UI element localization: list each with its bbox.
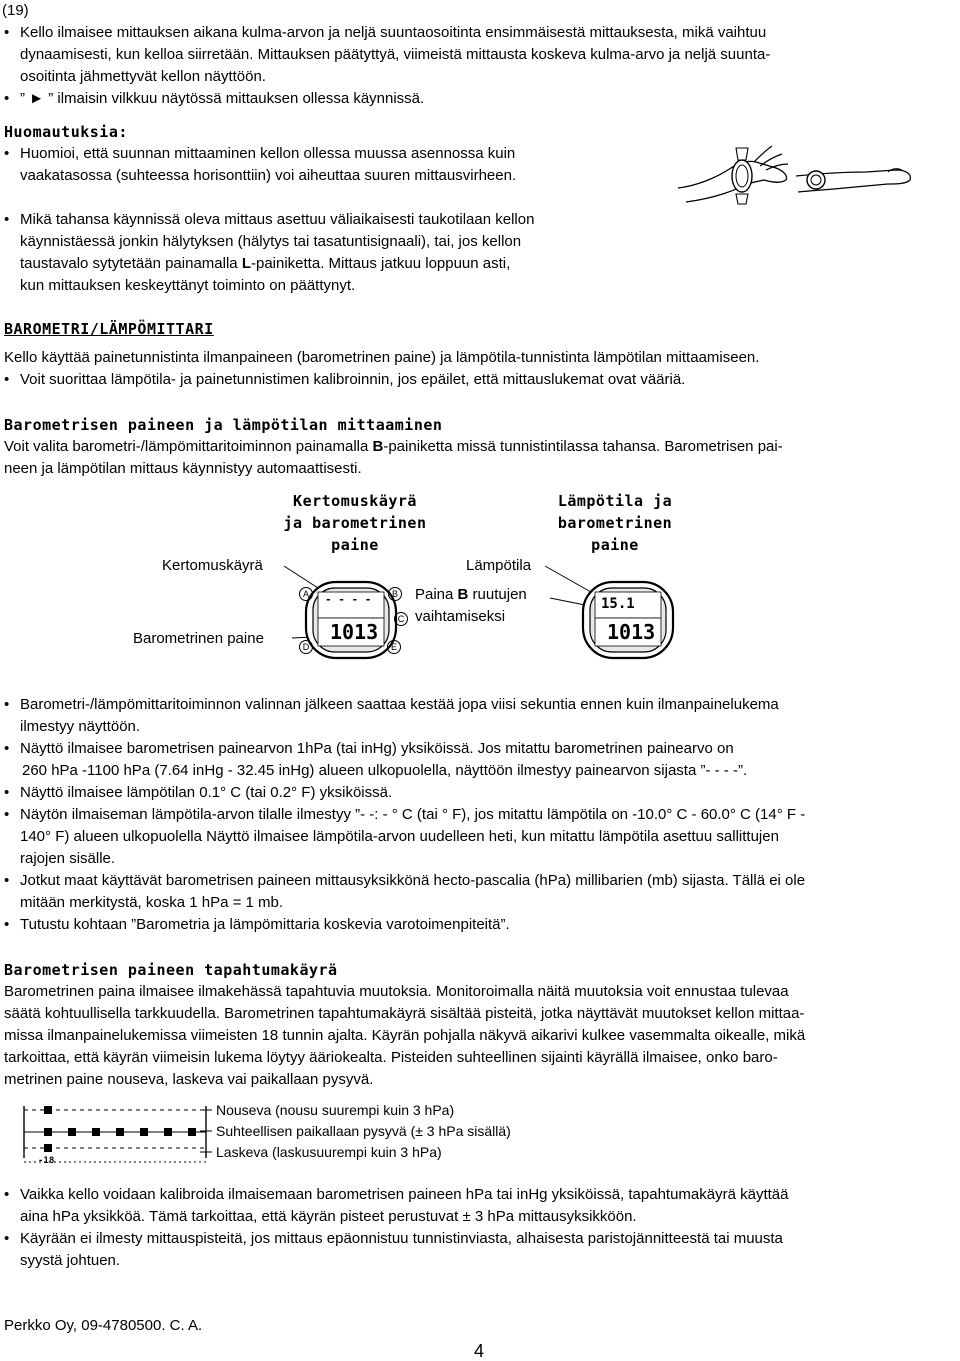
graph-bullet-line: Käyrään ei ilmesty mittauspisteitä, jos mittaus epäonnistuu tunnistinviasta, alhaisesta paristojännitteestä tai muusta bbox=[20, 1230, 783, 1247]
graph-paragraph-line: metrinen paine nouseva, laskeva vai paikallaan pysyvä. bbox=[4, 1071, 374, 1088]
info-line: ilmestyy näyttöön. bbox=[20, 718, 141, 735]
figure-title-line: paine bbox=[591, 536, 639, 554]
measurement-line: neen ja lämpötilan mittaus käynnistyy automaattisesti. bbox=[4, 460, 362, 477]
label-graph: Kertomuskäyrä bbox=[162, 557, 263, 574]
note-line: vaakatasossa (suhteessa horisonttiin) voi aiheuttaa suuren mittausvirheen. bbox=[20, 167, 517, 184]
play-indicator-icon: ► bbox=[29, 90, 45, 107]
measurement-text: -painiketta missä tunnistintilassa tahansa. Barometrisen pai- bbox=[383, 438, 783, 455]
legend-stable: Suhteellisen paikallaan pysyvä (± 3 hPa sisällä) bbox=[216, 1123, 511, 1139]
lcd-right-temperature: 15.1 bbox=[601, 596, 635, 612]
label-temperature: Lämpötila bbox=[466, 557, 532, 574]
intro-line: Kello ilmaisee mittauksen aikana kulma-arvon ja neljä suuntaosoitinta ensimmäisestä mittauksesta, mikä vaihtuu bbox=[20, 24, 767, 41]
note-text: taustavalo sytytetään painamalla bbox=[20, 255, 242, 272]
figure-title-line: paine bbox=[331, 536, 379, 554]
graph-bullet-line: syystä johtuen. bbox=[20, 1252, 121, 1269]
info-line: 140° F) alueen ulkopuolella Näyttö ilmaisee lämpötila-arvon uudelleen heti, kun mitattu lämpötila asettuu sallittujen bbox=[20, 828, 779, 845]
info-line: Näyttö ilmaisee barometrisen painearvon 1hPa (tai inHg) yksiköissä. Jos mitattu barometrinen painearvo on bbox=[20, 740, 734, 757]
lcd-left-pressure: 1013 bbox=[330, 620, 379, 644]
button-b-icon: B bbox=[388, 587, 402, 601]
bullet: • bbox=[4, 784, 10, 801]
quote-open: ” bbox=[20, 90, 25, 107]
bullet: • bbox=[4, 211, 10, 228]
legend-rising: Nouseva (nousu suurempi kuin 3 hPa) bbox=[216, 1102, 455, 1118]
button-d-icon: D bbox=[299, 640, 313, 654]
intro-line: osoitinta jähmettyvät kellon näyttöön. bbox=[20, 68, 266, 85]
barometer-heading: BAROMETRI/LÄMPÖMITTARI bbox=[4, 320, 214, 338]
info-line: Jotkut maat käyttävät barometrisen paineen mittausyksikkönä hecto-pascalia (hPa) millibarien (mb) sijasta. Tällä ei ole bbox=[20, 872, 806, 889]
label-pressure: Barometrinen paine bbox=[133, 630, 264, 647]
bullet: • bbox=[4, 145, 10, 162]
graph-paragraph-line: säätä kohtuullisella tarkkuudella. Barometrinen tapahtumakäyrä sisältää pisteitä, jotka näyttävät muutokset kellon mittaa- bbox=[4, 1005, 805, 1022]
intro-line: dynaamisesti, kun kelloa siirretään. Mittauksen päätyttyä, viimeistä mittausta koskeva kulma-arvo ja neljä suunta- bbox=[20, 46, 771, 63]
button-a-icon: A bbox=[299, 587, 313, 601]
button-letter-l: L bbox=[241, 255, 251, 272]
bullet: • bbox=[4, 806, 10, 823]
info-line: 260 hPa -1100 hPa (7.64 inHg - 32.45 inHg) alueen ulkopuolella, näyttöön ilmestyy painearvon sijasta ”- - - -”. bbox=[22, 762, 748, 779]
bullet: • bbox=[4, 371, 10, 388]
bullet: • bbox=[4, 872, 10, 889]
bullet: • bbox=[4, 1230, 10, 1247]
info-line: mitään merkitystä, koska 1 hPa = 1 mb. bbox=[20, 894, 284, 911]
note-text: -painiketta. Mittaus jatkuu loppuun asti, bbox=[250, 255, 511, 272]
graph-bullet-line: Vaikka kello voidaan kalibroida ilmaisemaan barometrisen paineen hPa tai inHg yksiköissä, tapahtumakäyrä käyttää bbox=[20, 1186, 789, 1203]
button-letter-b: B bbox=[372, 438, 384, 455]
legend-falling: Laskeva (laskusuurempi kuin 3 hPa) bbox=[216, 1144, 442, 1160]
bullet: • bbox=[4, 24, 10, 41]
page-marker: (19) bbox=[2, 2, 29, 19]
barometer-paragraph: Kello käyttää painetunnistinta ilmanpaineen (barometrinen paine) ja lämpötila-tunnistinta lämpötilan mittaamiseen. bbox=[4, 349, 760, 366]
label-press-b-2: vaihtamiseksi bbox=[415, 608, 506, 625]
bullet: • bbox=[4, 916, 10, 933]
bullet: • bbox=[4, 696, 10, 713]
figure-title-line: barometrinen bbox=[557, 514, 673, 532]
measurement-text: Voit valita barometri-/lämpömittaritoiminnon painamalla bbox=[4, 438, 373, 455]
info-line: Näyttö ilmaisee lämpötilan 0.1° C (tai 0.2° F) yksiköissä. bbox=[20, 784, 393, 801]
lcd-right-pressure: 1013 bbox=[607, 620, 656, 644]
bullet: • bbox=[4, 740, 10, 757]
graph-paragraph-line: missa ilmanpainelukemissa viimeisten 18 tunnin ajalta. Käyrän pohjalla näkyvä aikarivi kulkee vasemmalta oikealle, mikä bbox=[4, 1027, 806, 1044]
info-line: Barometri-/lämpömittaritoiminnon valinnan jälkeen saattaa kestää jopa viisi sekuntia ennen kuin ilmanpainelukema bbox=[20, 696, 779, 713]
info-line: rajojen sisälle. bbox=[20, 850, 116, 867]
button-letter-b: B bbox=[457, 586, 469, 603]
figure-title-line: Lämpötila ja bbox=[557, 492, 673, 510]
graph-paragraph-line: Barometrinen paina ilmaisee ilmakehässä tapahtuvia muutoksia. Monitoroimalla näitä muutoksia voit ennustaa tulevaa bbox=[4, 983, 789, 1000]
footer-company: Perkko Oy, 09-4780500. C. A. bbox=[4, 1317, 203, 1334]
info-line: Näytön ilmaiseman lämpötila-arvon tilalle ilmestyy ”- -: - ° C (tai ° F), jos mitattu lämpötila on -10.0° C - 60.0° C (14° F - bbox=[20, 806, 806, 823]
bullet: • bbox=[4, 90, 10, 107]
graph-axis-label: -18 bbox=[38, 1156, 55, 1166]
bullet: • bbox=[4, 1186, 10, 1203]
page-number: 4 bbox=[474, 1341, 485, 1361]
graph-bullet-line: aina hPa yksikköä. Tämä tarkoittaa, että käyrän pisteet perustuvat ± 3 hPa mittausyksikköön. bbox=[20, 1208, 637, 1225]
label-text: ruutujen bbox=[468, 586, 527, 603]
intro-text: ” ilmaisin vilkkuu näytössä mittauksen ollessa käynnissä. bbox=[48, 90, 425, 107]
figure-title-line: ja barometrinen bbox=[283, 514, 427, 532]
notes-heading: Huomautuksia: bbox=[4, 123, 128, 141]
graph-heading: Barometrisen paineen tapahtumakäyrä bbox=[4, 961, 338, 979]
button-c-icon: C bbox=[394, 612, 408, 626]
note-line: Huomioi, että suunnan mittaaminen kellon ollessa muussa asennossa kuin bbox=[20, 145, 516, 162]
info-line: Tutustu kohtaan ”Barometria ja lämpömittaria koskevia varotoimenpiteitä”. bbox=[20, 916, 510, 933]
barometer-bullet: Voit suorittaa lämpötila- ja painetunnistimen kalibroinnin, jos epäilet, että mittauslukemat ovat vääriä. bbox=[20, 371, 686, 388]
button-e-icon: E bbox=[387, 640, 401, 654]
note-line: kun mittauksen keskeyttänyt toiminto on päättynyt. bbox=[20, 277, 356, 294]
figure-title-line: Kertomuskäyrä bbox=[293, 492, 417, 510]
note-line: käynnistäessä jonkin hälytyksen (hälytys tai tasatuntisignaali), tai, jos kellon bbox=[20, 233, 522, 250]
note-line: Mikä tahansa käynnissä oleva mittaus asettuu väliaikaisesti taukotilaan kellon bbox=[20, 211, 535, 228]
graph-paragraph-line: tarkoittaa, että käyrän viimeisin lukema löytyy ääriokealta. Pisteiden suhteellinen sijainti käyrällä ilmaisee, onko baro- bbox=[4, 1049, 778, 1066]
label-text: Paina bbox=[415, 586, 458, 603]
lcd-left-graph: - - - - bbox=[325, 593, 372, 606]
measurement-heading: Barometrisen paineen ja lämpötilan mittaaminen bbox=[4, 416, 443, 434]
